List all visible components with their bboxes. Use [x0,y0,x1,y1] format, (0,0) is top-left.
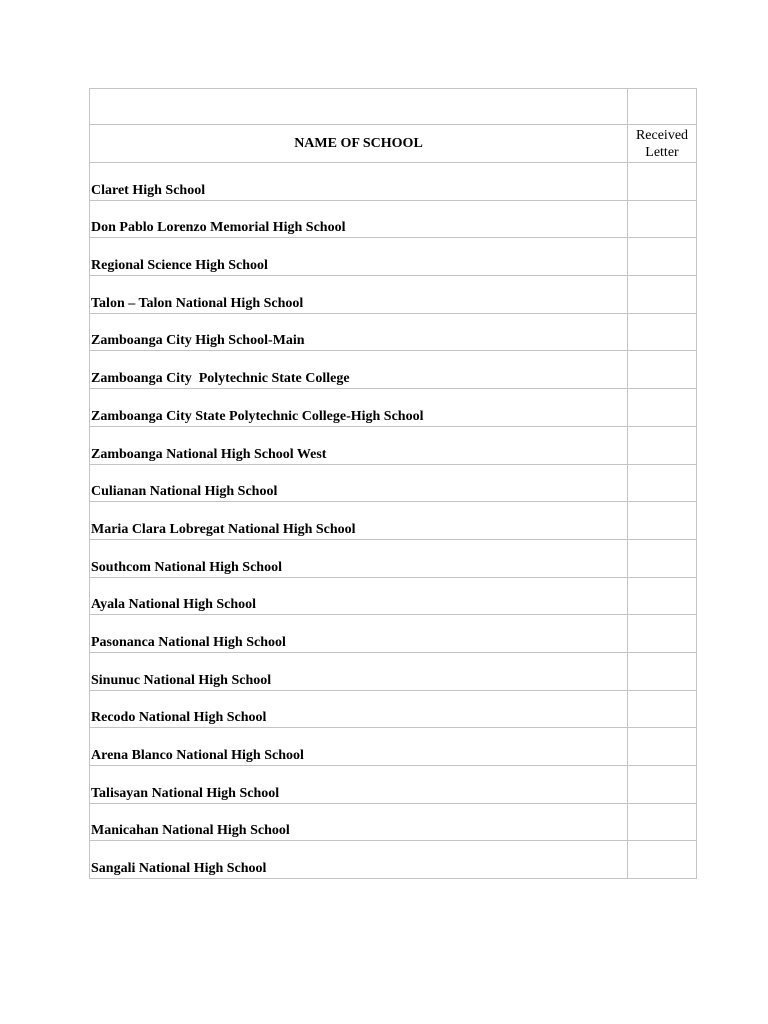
table-row [90,351,697,389]
school-name-cell: Recodo National High School [90,690,628,728]
school-name-cell: Pasonanca National High School [90,615,628,653]
school-name-cell: Talon – Talon National High School [90,276,628,314]
school-name-cell: Don Pablo Lorenzo Memorial High School [90,200,628,238]
received-letter-cell [628,238,697,276]
school-name-cell: Maria Clara Lobregat National High School [90,502,628,540]
school-name-cell: Arena Blanco National High School [90,728,628,766]
table-row [90,163,697,201]
blank-cell [90,89,628,125]
received-letter-cell [628,690,697,728]
school-name-cell: Talisayan National High School [90,766,628,804]
table-row [90,766,697,804]
school-name-cell: Southcom National High School [90,539,628,577]
school-name-cell: Ayala National High School [90,577,628,615]
received-letter-header-line2: Letter [645,144,679,160]
received-letter-cell [628,577,697,615]
name-of-school-header: NAME OF SCHOOL [90,125,628,163]
received-letter-cell [628,163,697,201]
table-row [90,803,697,841]
table-row [90,464,697,502]
school-name-cell: Zamboanga City Polytechnic State College [90,351,628,389]
school-list-table-wrapper [89,88,696,879]
school-list-table [89,88,697,879]
table-row [90,389,697,427]
table-row [90,200,697,238]
school-name-cell: Zamboanga City High School-Main [90,313,628,351]
received-letter-cell [628,803,697,841]
table-row [90,652,697,690]
received-letter-cell [628,389,697,427]
received-letter-cell [628,502,697,540]
school-name-cell: Zamboanga National High School West [90,426,628,464]
received-letter-cell [628,539,697,577]
table-row [90,577,697,615]
received-letter-header-line1: Received [635,127,689,143]
received-letter-cell [628,615,697,653]
received-letter-cell [628,652,697,690]
blank-cell [628,89,697,125]
table-row [90,313,697,351]
school-name-cell: Claret High School [90,163,628,201]
received-letter-cell [628,464,697,502]
school-name-cell: Culianan National High School [90,464,628,502]
table-row [90,238,697,276]
received-letter-cell [628,766,697,804]
blank-top-row [90,89,697,125]
received-letter-cell [628,313,697,351]
table-row [90,276,697,314]
received-letter-cell [628,351,697,389]
table-row [90,728,697,766]
table-row [90,690,697,728]
table-row [90,502,697,540]
school-name-cell: Sangali National High School [90,841,628,879]
table-row [90,841,697,879]
school-name-cell: Zamboanga City State Polytechnic College-High School [90,389,628,427]
school-name-cell: Regional Science High School [90,238,628,276]
table-row [90,539,697,577]
header-row [90,125,697,163]
received-letter-header [628,125,697,163]
received-letter-cell [628,200,697,238]
school-name-cell: Manicahan National High School [90,803,628,841]
received-letter-cell [628,276,697,314]
table-row [90,426,697,464]
received-letter-cell [628,841,697,879]
school-name-cell: Sinunuc National High School [90,652,628,690]
table-row [90,615,697,653]
received-letter-cell [628,426,697,464]
received-letter-cell [628,728,697,766]
